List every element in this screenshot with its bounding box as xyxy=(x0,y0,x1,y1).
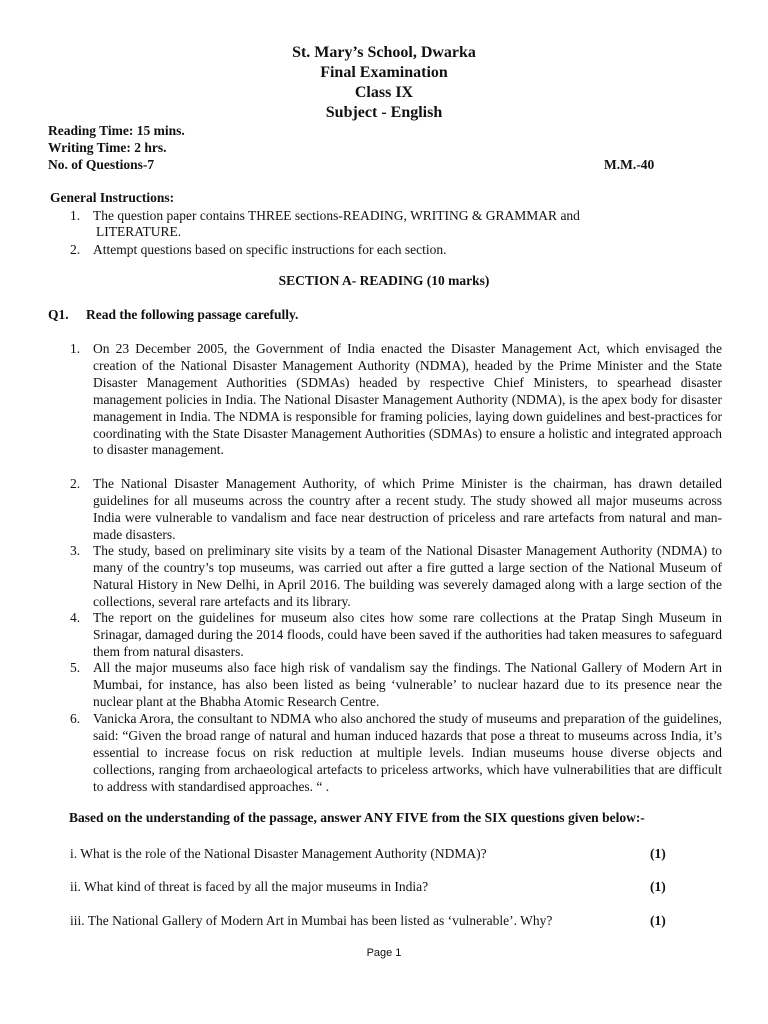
paragraph-text: All the major museums also face high risk of vandalism say the findings. The National Gallery of Modern Art in Mumbai, for instance, has also been listed as being ‘vulnerable’ to nuclear hazard due to its presence near the nuclear plant at the Bhabha Atomic Research Centre. xyxy=(93,660,722,709)
question-item xyxy=(70,846,670,862)
paragraph-text: On 23 December 2005, the Government of India enacted the Disaster Management Act, which envisaged the creation of the National Disaster Management Authority (NDMA), headed by the Prime Minister and the State Disaster Management Authorities (SDMAs) headed by respective Chief Ministers, to spearhead disaster management policies in India. The National Disaster Management Authority (NDMA), is the apex body for disaster management in India. The NDMA is responsible for framing policies, laying down guidelines and best-practices for coordinating with the State Disaster Management Authorities (SDMAs) to ensure a holistic and integrated approach to disaster management. xyxy=(93,341,722,458)
paragraph-number: 5. xyxy=(70,660,81,675)
passage-paragraph xyxy=(70,610,722,661)
instruction-item xyxy=(70,241,447,258)
number-of-questions: No. of Questions-7 xyxy=(48,157,155,172)
section-a-heading: SECTION A- READING (10 marks) xyxy=(278,273,490,288)
instruction-text: The question paper contains THREE sections-READING, WRITING & GRAMMAR and xyxy=(93,208,580,223)
paragraph-text: The study, based on preliminary site visits by a team of the National Disaster Management Authority (NDMA) to many of the country’s top museums, was carried out after a fire gutted a large section of the National Museum of Natural History in New Delhi, in April 2016. The building was severely damaged along with a large section of the collections, several rare artefacts and its library. xyxy=(93,543,722,609)
paragraph-text: The National Disaster Management Authority, of which Prime Minister is the chairman, has drawn detailed guidelines for all museums across the country after a recent study. The study showed all major museums across India were vulnerable to vandalism and face near destruction of priceless and rare artefacts from natural and man-made disasters. xyxy=(93,476,722,542)
passage-paragraph xyxy=(70,341,722,459)
school-name: St. Mary’s School, Dwarka xyxy=(292,44,476,61)
answer-instructions: Based on the understanding of the passage, answer ANY FIVE from the SIX questions given below:- xyxy=(69,810,645,825)
passage-paragraph xyxy=(70,711,722,796)
question-text: Read the following passage carefully. xyxy=(86,307,299,322)
paragraph-number: 3. xyxy=(70,543,81,558)
paragraph-number: 6. xyxy=(70,711,81,726)
paragraph-number: 2. xyxy=(70,476,81,491)
paragraph-text: Vanicka Arora, the consultant to NDMA who also anchored the study of museums and preparation of the guidelines, said: “Given the broad range of natural and human induced hazards that pose a threat to museums across India, it’s essential to increase focus on risk reduction at multiple levels. Indian museums house diverse objects and collections, ranging from archaeological artefacts to priceless artworks, which have vulnerabilities that are difficult to address with standardised approaches. “ . xyxy=(93,711,722,794)
question-item xyxy=(70,913,670,929)
paragraph-number: 1. xyxy=(70,341,81,356)
passage-paragraph xyxy=(70,476,722,544)
instruction-number: 1. xyxy=(70,208,81,223)
passage-paragraph xyxy=(70,660,722,711)
writing-time: Writing Time: 2 hrs. xyxy=(48,140,167,155)
question-item xyxy=(70,879,670,895)
max-marks: M.M.-40 xyxy=(604,157,655,172)
question-text: ii. What kind of threat is faced by all the major museums in India? xyxy=(70,879,429,894)
class-label: Class IX xyxy=(354,84,414,101)
instruction-text: Attempt questions based on specific instructions for each section. xyxy=(93,242,447,257)
passage-paragraph xyxy=(70,543,722,611)
reading-time: Reading Time: 15 mins. xyxy=(48,123,185,138)
question-marks: (1) xyxy=(650,879,666,894)
question-text: iii. The National Gallery of Modern Art in Mumbai has been listed as ‘vulnerable’. Why? xyxy=(70,913,553,928)
question-text: i. What is the role of the National Disaster Management Authority (NDMA)? xyxy=(70,846,487,861)
page-number: Page 1 xyxy=(366,947,402,959)
instructions-title: General Instructions: xyxy=(50,190,175,205)
instruction-item xyxy=(70,207,580,224)
paragraph-number: 4. xyxy=(70,610,81,625)
question-marks: (1) xyxy=(650,846,666,861)
subject-label: Subject - English xyxy=(325,104,443,121)
question-1 xyxy=(48,307,298,323)
instruction-continuation: LITERATURE. xyxy=(96,224,182,239)
paragraph-text: The report on the guidelines for museum also cites how some rare collections at the Pratap Singh Museum in Srinagar, damaged during the 2014 floods, could have been saved if the authorities had taken measures to safeguard them from natural disasters. xyxy=(93,610,722,659)
exam-title: Final Examination xyxy=(320,64,448,81)
question-marks: (1) xyxy=(650,913,666,928)
instruction-number: 2. xyxy=(70,242,81,257)
question-number: Q1. xyxy=(48,307,69,322)
